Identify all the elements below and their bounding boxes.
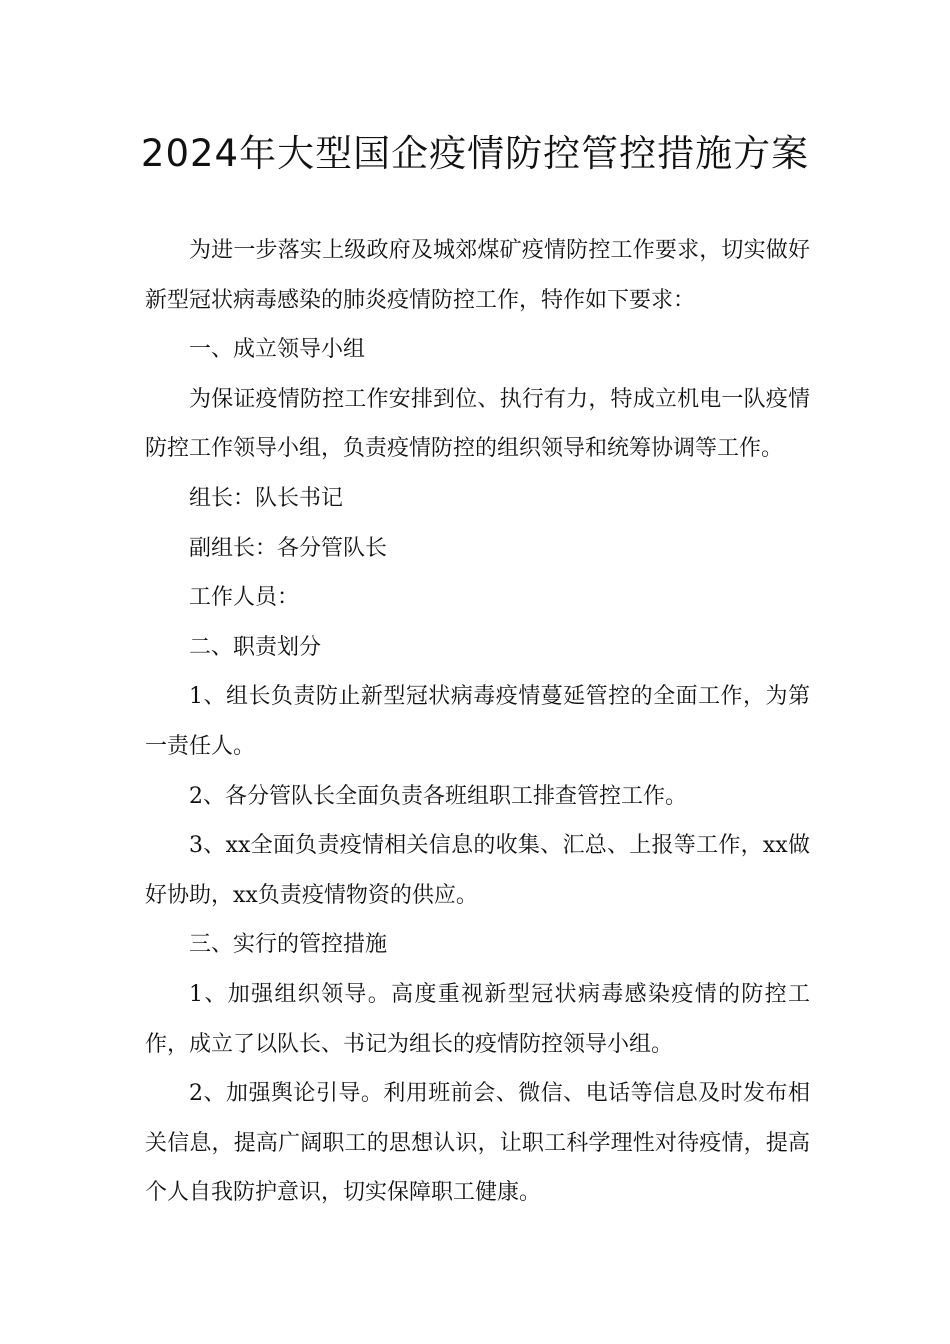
paragraph-measure-1: 1、加强组织领导。高度重视新型冠状病毒感染疫情的防控工作，成立了以队长、书记为组长的疫情防控领导小组。 bbox=[145, 981, 810, 1057]
paragraph-responsibility-2: 2、各分管队长全面负责各班组职工排查管控工作。 bbox=[189, 783, 687, 809]
paragraph-leadership-group: 为保证疫情防控工作安排到位、执行有力，特成立机电一队疫情防控工作领导小组，负责疫情防控的组织领导和统筹协调等工作。 bbox=[145, 386, 810, 462]
paragraph-staff: 工作人员： bbox=[189, 585, 300, 611]
document-body bbox=[145, 226, 810, 1218]
paragraph-responsibility-1: 1、组长负责防止新型冠状病毒疫情蔓延管控的全面工作，为第一责任人。 bbox=[145, 684, 810, 759]
paragraph-intro: 为进一步落实上级政府及城郊煤矿疫情防控工作要求，切实做好新型冠状病毒感染的肺炎疫情防控工作，特作如下要求： bbox=[145, 238, 810, 313]
paragraph-responsibility-3: 3、xx全面负责疫情相关信息的收集、汇总、上报等工作，xx做好协助，xx负责疫情物资的供应。 bbox=[145, 833, 810, 908]
paragraph-measure-2: 2、加强舆论引导。利用班前会、微信、电话等信息及时发布相关信息，提高广阔职工的思想认识，让职工科学理性对待疫情，提高个人自我防护意识，切实保障职工健康。 bbox=[145, 1081, 810, 1206]
section-heading-measures: 三、实行的管控措施 bbox=[189, 932, 388, 958]
section-heading-leadership-group: 一、成立领导小组 bbox=[189, 337, 366, 363]
paragraph-group-leader: 组长：队长书记 bbox=[189, 485, 344, 511]
document-title: 2024年大型国企疫情防控管控措施方案 bbox=[140, 132, 810, 175]
section-heading-responsibilities: 二、职责划分 bbox=[189, 634, 322, 660]
paragraph-deputy-leader: 副组长：各分管队长 bbox=[189, 535, 388, 561]
